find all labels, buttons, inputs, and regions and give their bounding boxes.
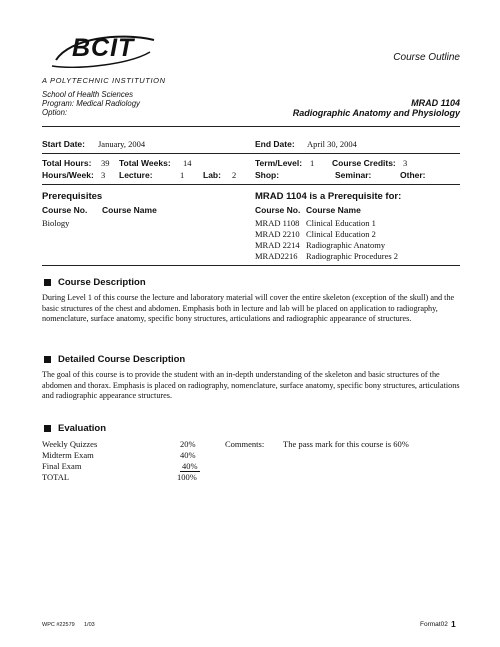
course-title: Radiographic Anatomy and Physiology — [292, 108, 460, 118]
prereq-for-col-no: Course No. — [255, 205, 301, 215]
form-code: WPC #22579 — [42, 622, 75, 628]
bcit-logo — [50, 30, 160, 74]
prereq-for-item-no: MRAD 1108 — [255, 218, 300, 228]
total-weeks-value: 14 — [183, 158, 192, 168]
section-bullet-icon — [44, 425, 51, 432]
program-name: Program: Medical Radiology — [42, 99, 140, 108]
course-code: MRAD 1104 — [411, 98, 460, 108]
evaluation-item-weight: 40% — [182, 461, 198, 471]
doc-type: Course Outline — [393, 52, 460, 63]
shop-label: Shop: — [255, 170, 280, 180]
lecture-label: Lecture: — [119, 170, 153, 180]
course-description-text: During Level 1 of this course the lecture and laboratory material will cover the entire skeleton (exception of the skull) and the basic structures of the chest and abdomen. Emphasis both in lecture and lab will be placed on application to radiography, nomenclature, surface anatomy, specific bony structures, articulations and radiographic appearance of structures. — [42, 293, 455, 324]
info-bottom-divider — [42, 184, 460, 185]
prereq-for-heading: MRAD 1104 is a Prerequisite for: — [255, 191, 402, 202]
detailed-description-heading: Detailed Course Description — [58, 354, 186, 365]
prereq-col-no: Course No. — [42, 205, 88, 215]
credits-value: 3 — [403, 158, 408, 168]
prereq-for-item-no: MRAD 2210 — [255, 229, 300, 239]
section-bullet-icon — [44, 356, 51, 363]
lecture-value: 1 — [180, 170, 185, 180]
detailed-description-text: The goal of this course is to provide the student with an in-depth understanding of the skeleton and basic structures of the abdomen and thorax. Emphasis is placed on radiography, nomenclature, surface anatomy, specific bony structures, articulations and radiographic appearance structures. — [42, 370, 460, 401]
prereq-for-item-no: MRAD 2214 — [255, 240, 300, 250]
prereq-for-item-name: Clinical Education 2 — [306, 229, 376, 239]
form-date: 1/03 — [84, 622, 95, 628]
hours-week-value: 3 — [101, 170, 106, 180]
prereq-item: Biology — [42, 218, 70, 228]
evaluation-item-name: Midterm Exam — [42, 450, 94, 460]
prereq-for-item-name: Radiographic Procedures 2 — [306, 251, 399, 261]
prereq-heading: Prerequisites — [42, 191, 103, 202]
term-label: Term/Level: — [255, 158, 303, 168]
logo-text: BCIT — [72, 34, 135, 62]
evaluation-total-weight: 100% — [177, 472, 197, 482]
page-number: 1 — [451, 619, 456, 629]
total-hours-value: 39 — [101, 158, 110, 168]
comments-text: The pass mark for this course is 60% — [283, 439, 409, 449]
hours-week-label: Hours/Week: — [42, 170, 94, 180]
other-label: Other: — [400, 170, 426, 180]
info-divider — [42, 153, 460, 154]
comments-label: Comments: — [225, 439, 265, 449]
prereq-for-item-no: MRAD2216 — [255, 251, 298, 261]
prereq-divider — [42, 265, 460, 266]
header-divider — [42, 126, 460, 127]
lab-value: 2 — [232, 170, 237, 180]
term-value: 1 — [310, 158, 315, 168]
end-date-label: End Date: — [255, 139, 295, 149]
evaluation-total-name: TOTAL — [42, 472, 70, 482]
evaluation-item-name: Final Exam — [42, 461, 82, 471]
prereq-for-item-name: Radiographic Anatomy — [306, 240, 386, 250]
prereq-for-item-name: Clinical Education 1 — [306, 218, 376, 228]
evaluation-heading: Evaluation — [58, 423, 107, 434]
start-date-value: January, 2004 — [98, 139, 146, 149]
section-bullet-icon — [44, 279, 51, 286]
evaluation-item-name: Weekly Quizzes — [42, 439, 98, 449]
prereq-for-col-name: Course Name — [306, 205, 361, 215]
school-name: School of Health Sciences — [42, 90, 134, 99]
seminar-label: Seminar: — [335, 170, 372, 180]
total-hours-label: Total Hours: — [42, 158, 92, 168]
institution-tagline: A POLYTECHNIC INSTITUTION — [42, 76, 166, 85]
format-code: Format02 — [420, 621, 448, 628]
evaluation-item-weight: 20% — [180, 439, 196, 449]
prereq-col-name: Course Name — [102, 205, 157, 215]
course-description-heading: Course Description — [58, 277, 146, 288]
total-weeks-label: Total Weeks: — [119, 158, 171, 168]
evaluation-item-weight: 40% — [180, 450, 196, 460]
credits-label: Course Credits: — [332, 158, 396, 168]
option-label: Option: — [42, 108, 68, 117]
end-date-value: April 30, 2004 — [307, 139, 357, 149]
lab-label: Lab: — [203, 170, 221, 180]
start-date-label: Start Date: — [42, 139, 85, 149]
